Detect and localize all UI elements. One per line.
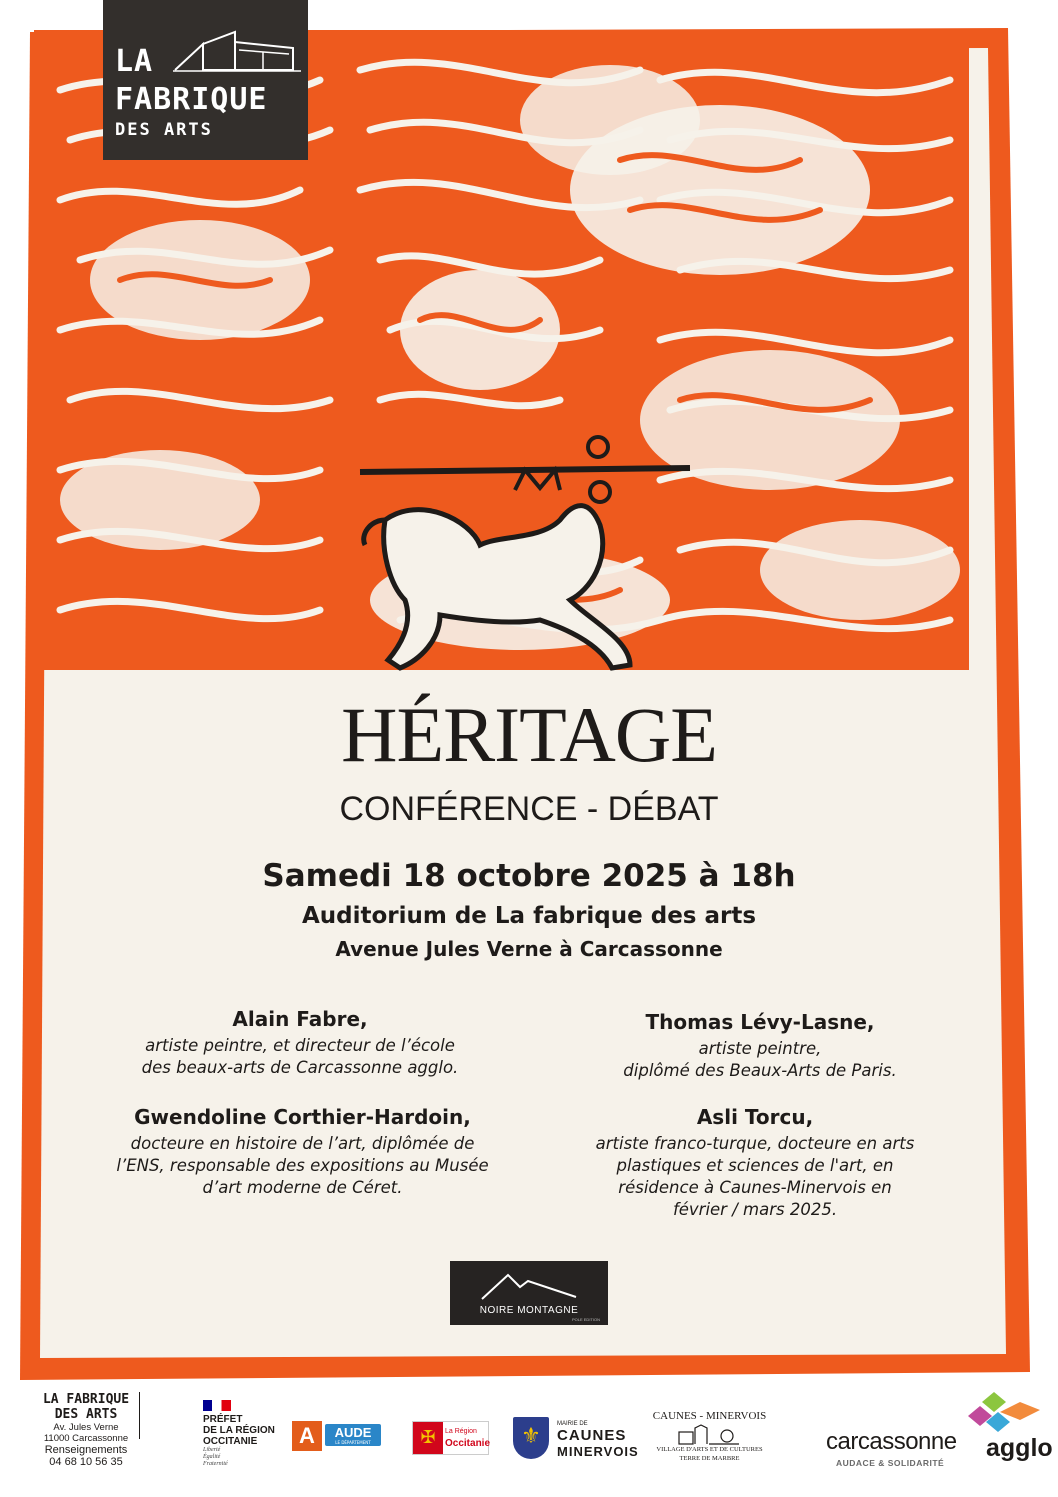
logo-text-des-arts: DES ARTS (115, 120, 213, 140)
mountain-icon (478, 1267, 580, 1303)
noire-montagne-label: NOIRE MONTAGNE (479, 1305, 579, 1316)
event-date: Samedi 18 octobre 2025 à 18h (262, 858, 796, 894)
prefet-occitanie-logo (203, 1400, 293, 1468)
speaker-asli-torcu (520, 1105, 990, 1221)
footer-phone: 04 68 10 56 35 (49, 1456, 123, 1468)
footer-divider (139, 1392, 140, 1439)
prefet-line1: PRÉFET (203, 1414, 243, 1425)
occitanie-cross-icon: ✠ (413, 1422, 443, 1454)
la-fabrique-logo (103, 0, 308, 160)
prefet-line3: OCCITANIE (203, 1436, 258, 1447)
event-subtitle: CONFÉRENCE - DÉBAT (339, 790, 719, 828)
agglo-city-name: carcassonne (826, 1428, 957, 1455)
speaker-description: artiste peintre, diplômé des Beaux-Arts de Paris. (623, 1039, 897, 1080)
prefet-motto3: Fraternité (203, 1461, 228, 1467)
speaker-name: Alain Fabre, (232, 1007, 368, 1031)
aude-mark-icon: A (292, 1421, 322, 1451)
footer-brand-line2: DES ARTS (54, 1407, 118, 1422)
prefet-motto1: Liberté (203, 1447, 221, 1453)
cmv-subtitle: VILLAGE D'ARTS ET DE CULTURES (656, 1446, 763, 1453)
caunes-line3: MINERVOIS (557, 1444, 639, 1459)
occitanie-label: La Région (445, 1428, 477, 1435)
logo-text-la: LA (115, 44, 154, 79)
caunes-minervois-village-logo (652, 1408, 767, 1466)
event-title: HÉRITAGE (341, 691, 717, 778)
footer-brand-line1: LA FABRIQUE (42, 1392, 130, 1407)
aude-departement-logo (292, 1421, 384, 1451)
speaker-gwendoline-corthier-hardoin (55, 1105, 550, 1199)
speaker-description: artiste franco-turque, docteure en arts plastiques et sciences de l'art, en résidence à Caunes-Minervois en février / mars 2025. (595, 1134, 915, 1219)
french-flag-icon (203, 1400, 231, 1411)
occitanie-name: Occitanie (445, 1438, 491, 1449)
speaker-alain-fabre (60, 1007, 540, 1079)
logo-text-fabrique: FABRIQUE (115, 82, 268, 117)
caunes-line1: MAIRIE DE (557, 1421, 588, 1427)
cmv-tagline: TERRE DE MARBRE (679, 1455, 740, 1462)
speaker-name: Asli Torcu, (696, 1105, 814, 1129)
noire-montagne-sub: POLE EDITION (571, 1317, 600, 1322)
noire-montagne-logo (450, 1261, 608, 1325)
footer-address-street: Av. Jules Verne (53, 1422, 119, 1433)
speaker-description: docteure en histoire de l’art, diplômée de l’ENS, responsable des expositions au Musée d’art moderne de Céret. (116, 1134, 489, 1197)
cmv-title: CAUNES - MINERVOIS (652, 1410, 767, 1422)
speaker-description: artiste peintre, et directeur de l’école des beaux-arts de Carcassonne agglo. (141, 1036, 459, 1077)
occitanie-region-logo (412, 1421, 489, 1455)
footer-info-label: Renseignements (44, 1444, 128, 1456)
aude-label: AUDE (325, 1424, 381, 1446)
mairie-caunes-logo (513, 1413, 648, 1463)
event-venue: Auditorium de La fabrique des arts (301, 903, 757, 929)
prefet-motto2: Égalité (203, 1454, 221, 1460)
footer-contact-info (30, 1392, 142, 1468)
footer-address-city: 11000 Carcassonne (43, 1433, 129, 1444)
village-icon (677, 1424, 742, 1446)
aude-sub-label: LE DÉPARTEMENT (335, 1440, 371, 1445)
speaker-name: Gwendoline Corthier-Hardoin, (134, 1105, 471, 1129)
carcassonne-agglo-logo (820, 1390, 1053, 1470)
building-icon (173, 26, 303, 74)
caunes-line2: CAUNES (557, 1427, 627, 1444)
speaker-thomas-levy-lasne (520, 1010, 1000, 1082)
agglo-word: agglo (986, 1434, 1053, 1462)
agglo-tagline: AUDACE & SOLIDARITÉ (836, 1458, 945, 1468)
speaker-name: Thomas Lévy-Lasne, (645, 1010, 875, 1034)
prefet-line2: DE LA RÉGION (203, 1425, 275, 1436)
diamond-squares-icon (968, 1390, 1048, 1440)
shield-icon: ⚜ (513, 1417, 549, 1459)
event-address: Avenue Jules Verne à Carcassonne (335, 937, 723, 961)
